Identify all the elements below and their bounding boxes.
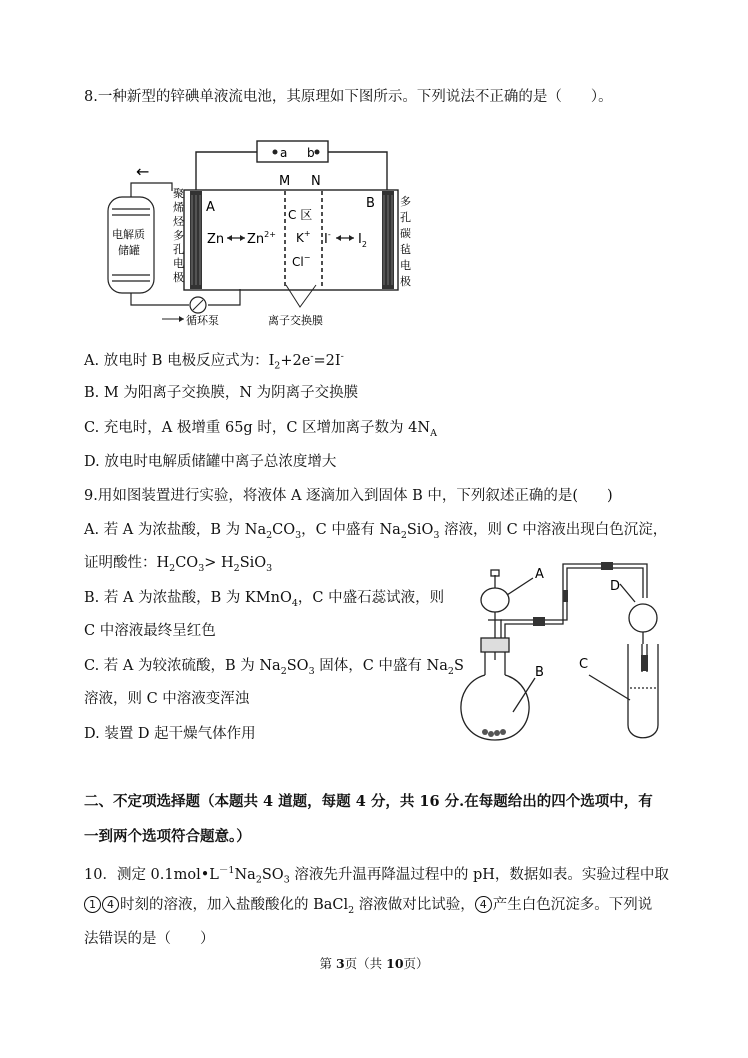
label-a: a (280, 146, 288, 160)
external-circuit (196, 141, 387, 190)
circled-number-4b: 4 (475, 896, 492, 913)
svg-text:毡: 毡 (400, 243, 411, 256)
label-c-zone: C 区 (288, 208, 313, 222)
q10-line1: 10．测定 $0.1mol•L^{-1}Na_2SO_3$ 溶液先升温再降温过程中的 pH，数据如表。实验过程中取 (84, 865, 669, 886)
right-electrode-label (400, 195, 411, 288)
label-n: N (311, 174, 321, 189)
svg-text:孔: 孔 (400, 211, 411, 224)
label-cl: Cl− (292, 253, 311, 269)
q9-option-a-line2: 证明酸性：$H_2CO_3> H_2SiO_3$ (84, 555, 273, 574)
svg-text:烃: 烃 (173, 215, 184, 228)
q9-option-b-line1: B. 若 A 为浓盐酸，B 为 KMnO$_4$，C 中盛石蕊试液，则 (84, 590, 445, 609)
svg-text:极: 极 (173, 271, 184, 284)
q9-option-a-line1: A. 若 A 为浓盐酸，B 为 $Na_2CO_3$，C 中盛有 $Na_2SiO_3$ 溶液，则 C 中溶液出现白色沉淀， (84, 522, 668, 541)
circled-number-1: 1 (84, 896, 101, 913)
membrane-label: 离子交换膜 (268, 314, 323, 327)
label-d: D (610, 579, 621, 594)
circled-number-4: 4 (102, 896, 119, 913)
flow-arrow-icon: ← (136, 162, 150, 181)
terminal-a (273, 150, 278, 155)
label-b: B (535, 665, 544, 680)
label-k: K+ (296, 229, 311, 245)
svg-text:极: 极 (400, 275, 411, 288)
membrane-pointer (286, 285, 316, 307)
label-a: A (535, 567, 544, 582)
left-electrode-label (173, 187, 185, 284)
label-zn2: $Zn^{2+}$ (247, 230, 276, 247)
label-m: M (279, 174, 291, 189)
svg-text:多: 多 (173, 229, 184, 242)
svg-text:电: 电 (173, 257, 184, 270)
section2-heading-line2: 一到两个选项符合题意。） (84, 828, 251, 845)
q8-stem: 8.一种新型的锌碘单液流电池，其原理如下图所示。下列说法不正确的是（ ）。 (84, 89, 613, 105)
pump-label: 循环泵 (186, 314, 219, 327)
label-electrode-a: A (206, 200, 215, 215)
svg-text:碳: 碳 (400, 227, 411, 240)
label-c: C (579, 657, 589, 672)
svg-text:烯: 烯 (173, 201, 184, 214)
q8-option-c: C. 充电时，A 极增重 65g 时，C 区增加离子数为 $4N_A$ (84, 420, 437, 439)
svg-text:孔: 孔 (173, 243, 184, 256)
q10-line3: 法错误的是（ ） (84, 931, 215, 947)
q8-option-a: A. 放电时 B 电极反应式为：$I_2+2e^-=2I^-$ (84, 351, 344, 372)
section2-heading-line1: 二、不定项选择题（本题共 4 道题，每题 4 分，共 16 分.在每题给出的四个选项中，有 (84, 793, 653, 810)
bulb-d (629, 604, 657, 632)
label-i: I- (324, 230, 331, 247)
gas-tube (501, 568, 643, 638)
q9-option-d: D. 装置 D 起干燥气体作用 (84, 726, 256, 742)
page-footer: 第 3页（共 10页） (319, 956, 429, 971)
q8-option-b: B. M 为阳离子交换膜，N 为阴离子交换膜 (84, 385, 359, 401)
label-zn: Zn (207, 232, 225, 247)
svg-text:多: 多 (400, 195, 411, 208)
label-i2: $I_2$ (358, 232, 367, 249)
tank-label-1: 电解质 (112, 228, 145, 241)
svg-text:电: 电 (400, 259, 411, 272)
apparatus-diagram (455, 560, 695, 744)
terminal-b (315, 150, 320, 155)
q9-option-c-line1: C. 若 A 为较浓硫酸，B 为 $Na_2SO_3$ 固体，C 中盛有 $Na_2S$ (84, 658, 464, 677)
svg-text:聚: 聚 (173, 187, 184, 200)
q8-option-d: D. 放电时电解质储罐中离子总浓度增大 (84, 454, 337, 470)
q9-option-b-line2: C 中溶液最终呈红色 (84, 623, 216, 639)
tank-label-2: 储罐 (118, 244, 140, 257)
separatory-funnel (481, 588, 509, 612)
battery-diagram (100, 135, 430, 335)
label-electrode-b: B (366, 196, 375, 211)
q9-option-c-line2: 溶液，则 C 中溶液变浑浊 (84, 691, 250, 707)
q9-stem: 9.用如图装置进行实验，将液体 A 逐滴加入到固体 B 中，下列叙述正确的是( ) (84, 488, 613, 504)
label-b: b (307, 146, 315, 160)
q10-line2: 1 4 时刻的溶液，加入盐酸酸化的 BaCl$_2$ 溶液做对比试验， 4 产生白色沉淀多。下列说 (84, 895, 652, 921)
